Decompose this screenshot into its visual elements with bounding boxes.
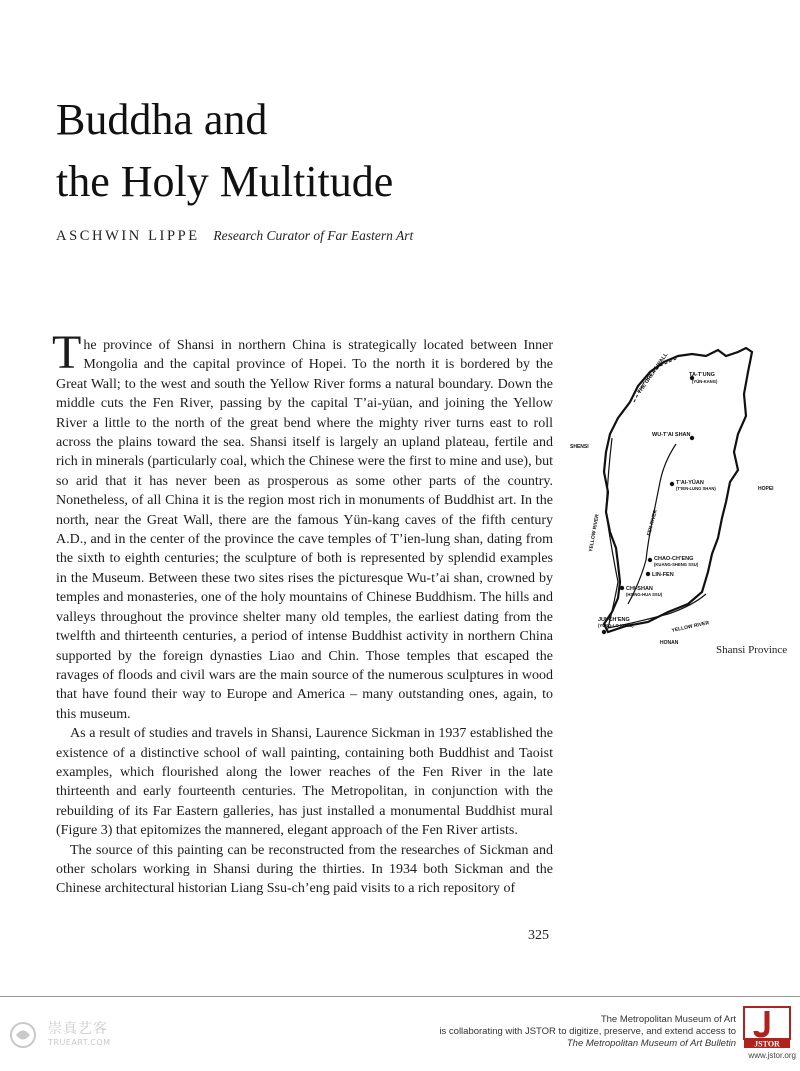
- yellow-river-line: [606, 438, 706, 628]
- watermark-text-en: TRUEART.COM: [48, 1038, 111, 1047]
- label-fen-river: FEN RIVER: [646, 509, 659, 537]
- label-great-wall: THE GREAT WALL: [636, 351, 670, 396]
- watermark: [8, 1018, 148, 1054]
- svg-text:WU-T’AI SHAN: WU-T’AI SHAN: [652, 432, 691, 438]
- jstor-url-link[interactable]: www.jstor.org: [748, 1051, 796, 1060]
- city-tai-yuan: [670, 479, 717, 491]
- title-line-1: Buddha and: [56, 95, 268, 145]
- city-ta-tung: [689, 372, 718, 384]
- label-yellow-river-west: YELLOW RIVER: [588, 513, 601, 553]
- city-lin-fen: [646, 572, 674, 578]
- svg-text:(YÜN-KANG): (YÜN-KANG): [692, 379, 718, 384]
- svg-text:(YUNG-LO KUNG): (YUNG-LO KUNG): [598, 623, 634, 628]
- author-role: Research Curator of Far Eastern Art: [213, 228, 414, 243]
- byline: [56, 228, 413, 245]
- svg-text:LIN-FEN: LIN-FEN: [652, 572, 674, 578]
- title-line-2: the Holy Multitude: [56, 157, 394, 207]
- label-yellow-river-south: YELLOW RIVER: [671, 620, 710, 634]
- footer-line-3: The Metropolitan Museum of Art Bulletin: [566, 1038, 736, 1049]
- city-jui-cheng: [598, 617, 634, 634]
- page-number: 325: [528, 928, 549, 943]
- paragraph-3: The source of this painting can be reconstructed from the researches of Sickman and other scholars working in Shansi during the thirties. In 1934 both Sickman and the Chinese architectural historian Liang Ssu-ch’eng paid visits to a rich repository of: [56, 842, 553, 897]
- city-chi-shan: [620, 586, 663, 597]
- svg-text:(HSING-HUA SSU): (HSING-HUA SSU): [626, 592, 663, 597]
- svg-text:(KUANG-SHENG SSU): (KUANG-SHENG SSU): [654, 562, 699, 567]
- author-name: ASCHWIN LIPPE: [56, 228, 200, 244]
- shansi-map-figure: [568, 342, 788, 662]
- jstor-logo-icon[interactable]: [742, 1005, 792, 1049]
- footer-divider: [0, 996, 800, 997]
- label-honan: HONAN: [660, 640, 679, 646]
- watermark-logo-icon: [8, 1020, 42, 1050]
- article-title: [56, 89, 616, 213]
- map-caption: Shansi Province: [716, 644, 788, 656]
- shansi-map: [568, 342, 788, 646]
- city-wu-tai-shan: [652, 432, 694, 440]
- label-hopei: HOPEI: [758, 486, 774, 492]
- svg-text:T’AI-YÜAN: T’AI-YÜAN: [676, 480, 704, 486]
- svg-text:CHAO-CH’ENG: CHAO-CH’ENG: [654, 556, 694, 562]
- paragraph-1-text: he province of Shansi in northern China is strategically located between Inner Mongolia and the capital province of Hopei. To the north it is bordered by the Great Wall; to the west and south the Yellow River forms a natural boundary. Down the middle cuts the Fen River, passing by the capital T’ai-yüan, and joining the Yellow River a little to the north of the great bend where the mighty river turns east to roll across the plains toward the sea. Shansi itself is largely an upland plateau, fertile and rich in minerals (particularly coal, which the Chinese were the first to mine and use), but so arid that it has never been as prosperous as some other parts of the country. Nonetheless, of all China it is the region most rich in monuments of Buddhist art. In the north, near the Great Wall, there are the famous Yün-kang caves of the fifth century A.D., and in the center of the province the cave temples of T’ien-lung shan, dating from the sixth to eighth centuries; the sculpture of both is represented by splendid examples in the Museum. Between these two sites rises the picturesque Wu-t’ai shan, crowned by temples and monasteries, one of the holy mountains of Chinese Buddhism. The hills and valleys throughout the province shelter many old temples, the earliest dating from the twelfth and thirteenth centuries, a period of intense Buddhist activity in northern China supported by the foreign dynasties Liao and Chin. Those temples that escaped the ravages of floods and civil wars are the main source of the numerous sculptures in wood that have found their way to Europe and America – many outstanding ones, again, to this museum.: [56, 338, 553, 722]
- jstor-logo-text: JSTOR: [754, 1039, 780, 1049]
- svg-text:CHI-SHAN: CHI-SHAN: [626, 586, 653, 592]
- footer-line-1: The Metropolitan Museum of Art: [600, 1014, 736, 1025]
- jstor-notice: [216, 1014, 736, 1050]
- label-shensi: SHENSI: [570, 444, 589, 450]
- paragraph-2: As a result of studies and travels in Shansi, Laurence Sickman in 1937 established the existence of a distinctive school of wall painting, containing both Buddhist and Taoist examples, which flourished along the lower reaches of the Fen River in the late thirteenth and early fourteenth centuries. The Metropolitan, in conjunction with the rebuilding of its Far Eastern galleries, has just installed a monumental Buddhist mural (Figure 3) that epitomizes the mannered, elegant approach of the Fen River artists.: [56, 726, 553, 839]
- svg-text:TA-T’UNG: TA-T’UNG: [689, 372, 715, 378]
- drop-cap: T: [52, 326, 82, 379]
- svg-text:(T’IEN-LUNG SHAN): (T’IEN-LUNG SHAN): [676, 486, 716, 491]
- svg-text:JUI-CH’ENG: JUI-CH’ENG: [598, 617, 630, 623]
- article-body: [52, 326, 553, 899]
- footer-line-2: is collaborating with JSTOR to digitize, preserve, and extend access to: [439, 1026, 736, 1037]
- paragraph-1: [52, 326, 553, 724]
- city-chao-cheng: [648, 556, 699, 567]
- watermark-text-cn: 崇真艺客: [48, 1021, 108, 1037]
